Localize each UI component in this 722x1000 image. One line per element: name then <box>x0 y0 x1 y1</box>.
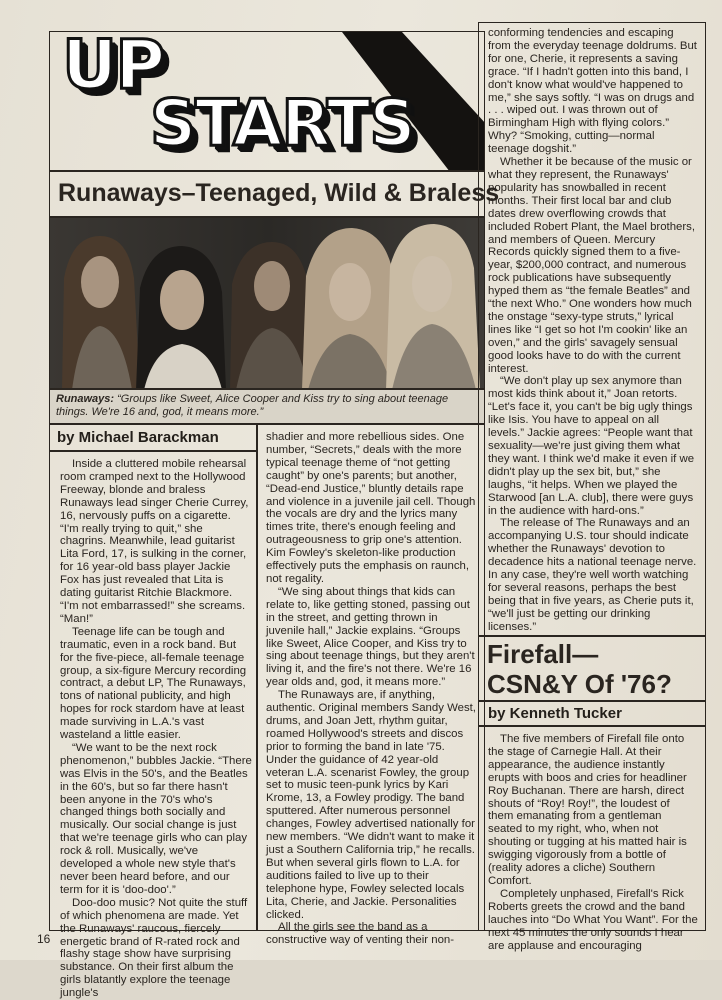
section-masthead <box>49 31 485 171</box>
column-3-box <box>478 22 706 636</box>
band-member-4 <box>302 228 398 389</box>
masthead-starts: STARTS <box>150 87 415 161</box>
column-3 <box>488 27 698 634</box>
firefall-body-box <box>478 726 706 952</box>
paragraph: conforming tendencies and escaping from the everyday teenage doldrums. But for one, Cherie, it represents a saving grace. “If I hadn't gotten into this band, I don't know what would've happened to me,” she says softly. “I was on drugs and . . . wiped out. I was thrown out of Birmingham High with flying colors.” Why? “Smoking, cutting—normal teenage dogshit.” <box>488 27 697 156</box>
band-member-1 <box>62 236 140 389</box>
band-member-3 <box>230 242 312 389</box>
firefall-body <box>488 733 698 952</box>
paragraph: shadier and more rebellious sides. One number, “Secrets,” deals with the more typical teenage theme of “not getting caught” by one's parents; but another, “Dead-end Justice,” bluntly details rape and violence in a juvenile jail cell. Though the vocals are dry and the lyrics many times trite, there's enough feeling and outrageousness to grip one's attention. Kim Fowley's skeleton-like production effectively puts the emphasis on raunch, not regality. <box>266 431 476 585</box>
paragraph: Doo-doo music? Not quite the stuff of which phenomena are made. Yet the Runaways' raucous, fiercely energetic brand of R-rated rock and flashy stage show have surprising substance. On their first album the girls blatantly explore the teenage jungle's <box>60 896 248 1000</box>
paragraph: Completely unphased, Firefall's Rick Roberts greets the crowd and the band lauches into “Do What You Want”. For the next 45 minutes the only sounds I hear are applause and encouraging <box>488 887 698 952</box>
photo-caption-box <box>49 389 485 424</box>
column-1 <box>60 458 252 1000</box>
paragraph: Teenage life can be tough and traumatic, even in a rock band. But for the five-piece, all-female teenage group, a six-figure Mercury recording contract, a debut LP, The Runaways, tons of national publicity, and high hopes for rock stardom have at least made surviving in L.A.'s vast wasteland a little easier. <box>60 625 247 742</box>
paragraph: The Runaways are, if anything, authentic. Original members Sandy West, drums, and Joan Jett, rhythm guitar, roamed Hollywood's streets and discos prior to forming the band in late '75. Under the guidance of 42 year-old veteran L.A. scenarist Fowley, the group set to music teen-punk lyrics by Kari Krome, 13, a Fowley prodigy. The band sputtered. After numerous personnel changes, Fowley advertised nationally for new members. “We didn't want to make it just a Southern California trip,” he recalls. But when several girls flown to L.A. for auditions failed to live up to their telephone hype, Fowley selected locals Lita, Cherie, and Jackie. Personalities clicked. <box>266 689 476 921</box>
firefall-headline-box <box>478 636 706 701</box>
firefall-headline <box>487 639 672 699</box>
paragraph: “We sing about things that kids can relate to, like getting stoned, passing out in the street, and getting thrown in juvenile hall,” Jackie explains. “Groups like Sweet, Alice Cooper, and Kiss try to sing about teenage things, but they aren't living it, and the fire's not there. We're 16 year olds and, god, it means more.” <box>266 585 475 689</box>
article-headline: Runaways–Teenaged, Wild & Braless <box>58 179 500 207</box>
firefall-headline-line-1: Firefall— <box>487 639 599 669</box>
band-photo <box>49 217 485 389</box>
paragraph: The five members of Firefall file onto the stage of Carnegie Hall. At their appearance, the audience instantly erupts with boos and cries for headliner Roy Buchanan. There are harsh, direct shouts of “Roy! Roy!”, the loudest of them emanating from a gentleman seated to my right, who, when not shouting or tugging at his matted hair is swigging vigorously from a bottle of (reality adores a cliche) Southern Comfort. <box>488 733 687 887</box>
band-member-2 <box>136 246 226 389</box>
caption-text: “Groups like Sweet, Alice Cooper and Kiss try to sing about teenage things. We're 16 and, god, it means more.” <box>56 393 449 418</box>
paragraph: Inside a cluttered mobile rehearsal room cramped next to the Hollywood Freeway, blonde and braless Runaways lead singer Cherie Currey, 16, nervously puffs on a cigarette. “I'm really trying to quit,” she chagrins. Meanwhile, lead guitarist Lita Ford, 17, is sulking in the corner, for 16 year-old bass player Jackie Fox has just revealed that Lita is dating guitarist Ritchie Blackmore. “I'm not embarrassed!” she screams. “Man!” <box>60 458 249 625</box>
paragraph: Whether it be because of the music or what they represent, the Runaways' popularity has snowballed in recent months. Their first local bar and club dates drew overflowing crowds that included Robert Plant, the Mael brothers, and members of Queen. Mercury Records quickly signed them to a five-year, $200,000 contract, and numerous rock publications have subsequently hyped them as “the female Beatles” and “the next Who.” One wonders how much the onstage “sexy-type struts,” lyrical lines like “I get so hot I'm cookin' like an oven,” and the girls' savagely sensual good looks have to do with the current interest. <box>488 156 696 375</box>
photo-caption <box>56 393 478 419</box>
firefall-headline-line-2: CSN&Y Of '76? <box>487 669 672 699</box>
column-1-box <box>49 451 257 1000</box>
band-photo-illustration <box>50 218 485 389</box>
paragraph: The release of The Runaways and an accompanying U.S. tour should indicate whether the Runaways' devotion to decadence hits a national teenage nerve. In any case, they're well worth watching for several reasons, perhaps the best being that in five years, as Cherie puts it, “we'll just be getting our drinking licenses.” <box>488 517 697 633</box>
headline-box <box>49 171 500 217</box>
byline-box <box>49 424 257 451</box>
column-2-box <box>257 424 485 947</box>
paragraph: “We don't play up sex anymore than most kids think about it,” Joan retorts. “Let's face it, you can't be big ugly things like Isis. You have to appeal on all levels.” Jackie agrees: “People want that sexuality—we're just giving them what they want. I think we'd make it even if we didn't play up the sex bit, but,” she laughs, “it helps. When we played the Starwood [an L.A. club], there were guys in the audience with hard-ons.” <box>488 375 695 517</box>
caption-lead: Runaways: <box>56 393 115 405</box>
masthead-up: UP <box>62 31 164 105</box>
page-number: 16 <box>37 932 51 946</box>
firefall-byline-box <box>478 701 706 726</box>
firefall-byline: by Kenneth Tucker <box>488 705 622 722</box>
paragraph: All the girls see the band as a constructive way of venting their non- <box>266 921 455 947</box>
paragraph: “We want to be the next rock phenomenon,” bubbles Jackie. “There was Elvis in the 50's, and the Beatles in the 60's, but so far there hasn't been anyone in the 70's who's changed things both socially and musically. Our social change is just that we're teenage girls who can play rock & roll. Musically, we've developed a whole new style that's never been heard before, and our term for it is 'doo-doo'.” <box>60 741 252 896</box>
column-2 <box>266 431 478 947</box>
article-byline: by Michael Barackman <box>57 429 219 446</box>
band-member-5 <box>386 224 480 389</box>
